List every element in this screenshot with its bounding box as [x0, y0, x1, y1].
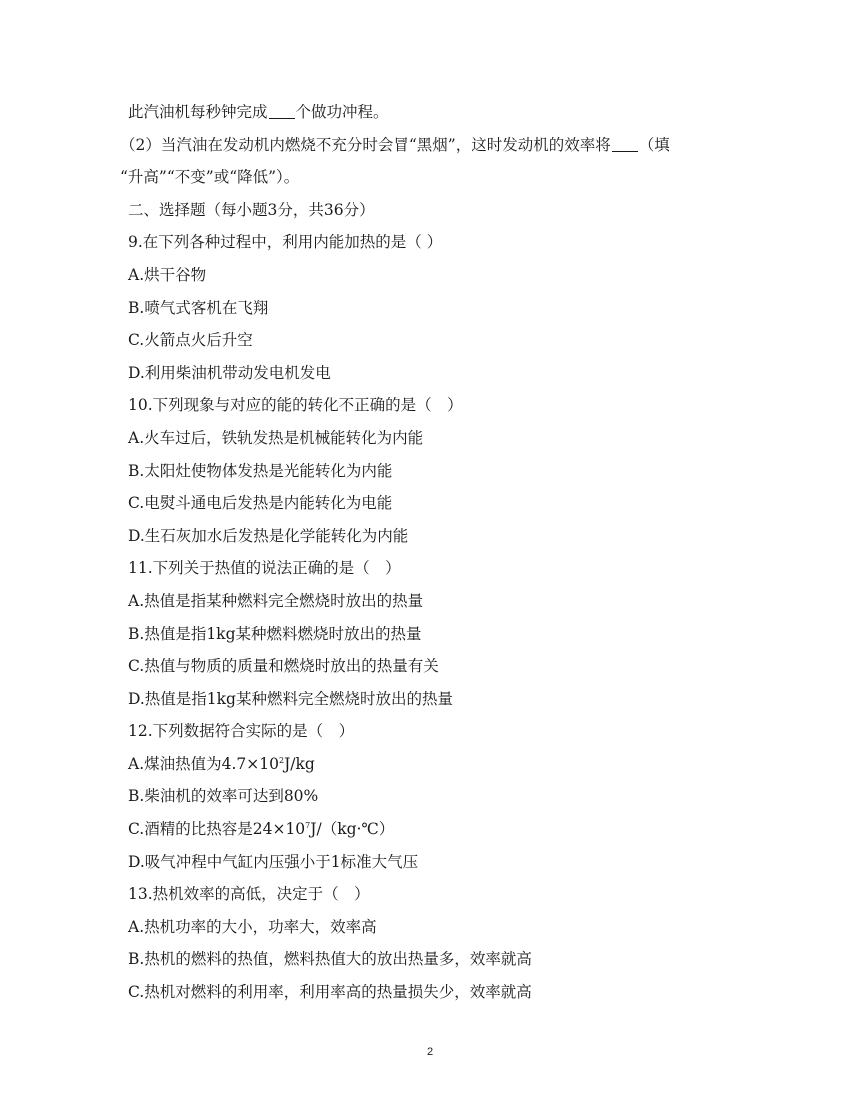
option: B.柴油机的效率可达到80% — [128, 787, 319, 806]
option: D.利用柴油机带动发电机发电 — [128, 363, 331, 382]
text-fragment: （填 — [638, 135, 670, 154]
option — [0, 813, 860, 846]
text-line: “升高”“不变”或“降低”）。 — [120, 168, 300, 187]
option: A.热值是指某种燃料完全燃烧时放出的热量 — [128, 591, 424, 610]
text-fragment: 个做功冲程。 — [295, 103, 389, 121]
exponent: 7 — [305, 821, 311, 831]
option: B.热机的燃料的热值，燃料热值大的放出热量多，效率就高 — [128, 950, 532, 969]
text-fragment: A.煤油热值为4.7×10 — [128, 754, 279, 773]
option: A.热机功率的大小，功率大，效率高 — [128, 917, 377, 936]
text-fragment: （2）当汽油在发动机内燃烧不充分时会冒“黑烟”，这时发动机的效率将 — [120, 135, 611, 154]
option: A.烘干谷物 — [128, 265, 207, 284]
option: B.喷气式客机在飞翔 — [128, 298, 269, 317]
page-content — [0, 96, 860, 1009]
answer-blank — [269, 102, 295, 119]
option: D.热值是指1kg某种燃料完全燃烧时放出的热量 — [128, 689, 453, 708]
option: A.火车过后，铁轨发热是机械能转化为内能 — [128, 428, 424, 447]
option: C.热值与物质的质量和燃烧时放出的热量有关 — [128, 657, 439, 676]
option: C.热机对燃料的利用率，利用率高的热量损失少，效率就高 — [128, 983, 532, 1002]
option: D.生石灰加水后发热是化学能转化为内能 — [128, 526, 409, 545]
answer-blank — [612, 135, 638, 152]
section-heading: 二、选择题（每小题3分，共36分） — [128, 200, 375, 219]
option: C.火箭点火后升空 — [128, 331, 253, 350]
text-fragment: J/（kg·℃） — [310, 820, 395, 839]
question-stem: 10.下列现象与对应的能的转化不正确的是（ ） — [128, 396, 463, 415]
text-line — [0, 129, 860, 162]
option — [0, 748, 860, 781]
text-fragment: 此汽油机每秒钟完成 — [128, 103, 268, 121]
text-fragment: J/kg — [284, 754, 315, 773]
option: B.热值是指1kg某种燃料燃烧时放出的热量 — [128, 624, 422, 643]
question-stem: 13.热机效率的高低，决定于（ ） — [128, 885, 370, 904]
question-stem: 9.在下列各种过程中，利用内能加热的是（ ） — [128, 233, 443, 252]
exponent: 2 — [278, 755, 285, 765]
text-fragment: C.酒精的比热容是24×10 — [128, 820, 306, 839]
text-line — [0, 96, 860, 129]
option: D.吸气冲程中气缸内压强小于1标准大气压 — [128, 852, 419, 871]
option: C.电熨斗通电后发热是内能转化为电能 — [128, 494, 393, 513]
page-number: 2 — [426, 1046, 434, 1058]
question-stem: 12.下列数据符合实际的是（ ） — [128, 722, 355, 741]
option: B.太阳灶使物体发热是光能转化为内能 — [128, 461, 393, 480]
question-stem: 11.下列关于热值的说法正确的是（ ） — [128, 559, 401, 578]
